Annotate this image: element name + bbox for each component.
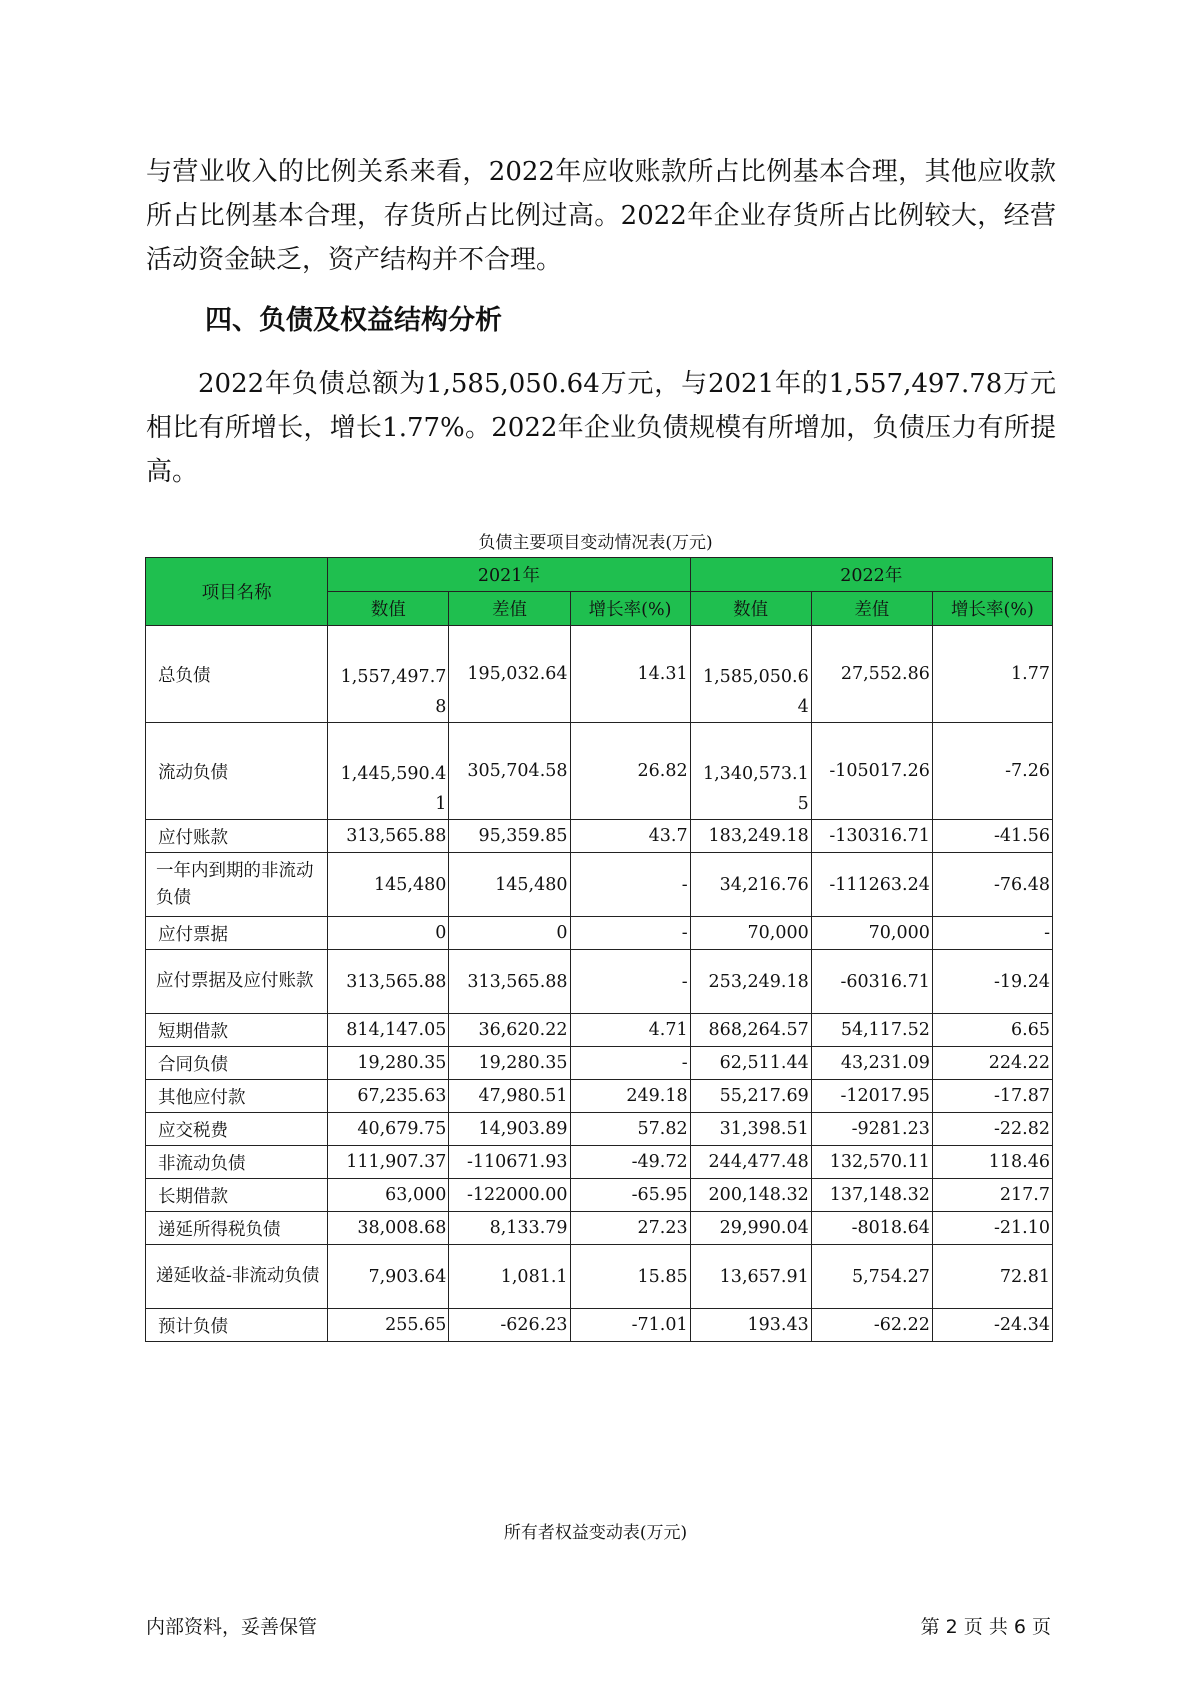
row-item-name: 应付票据及应付账款: [146, 950, 328, 1014]
cell-g21: -65.95: [570, 1179, 690, 1212]
cell-g21: 57.82: [570, 1113, 690, 1146]
cell-d22: -62.22: [811, 1309, 932, 1342]
row-item-name: 递延收益-非流动负债: [146, 1245, 328, 1309]
header-growth-2022: 增长率(%): [932, 592, 1052, 626]
cell-d22: 70,000: [811, 917, 932, 950]
cell-g21: 4.71: [570, 1014, 690, 1047]
table-row: [146, 1113, 1053, 1146]
cell-g22: 72.81: [932, 1245, 1052, 1309]
liabilities-table: [145, 557, 1053, 1342]
table-row: [146, 1146, 1053, 1179]
cell-v21: 19,280.35: [328, 1047, 449, 1080]
cell-g21: -: [570, 1047, 690, 1080]
table-row: [146, 820, 1053, 853]
row-item-name: 非流动负债: [146, 1146, 328, 1179]
cell-d22: -8018.64: [811, 1212, 932, 1245]
cell-d22: -60316.71: [811, 950, 932, 1014]
cell-g21: -: [570, 853, 690, 917]
table-row: [146, 1014, 1053, 1047]
cell-g21: 14.31: [570, 626, 690, 723]
cell-v21: 0: [328, 917, 449, 950]
cell-v21: 7,903.64: [328, 1245, 449, 1309]
row-item-name: 合同负债: [146, 1047, 328, 1080]
cell-v21: 313,565.88: [328, 950, 449, 1014]
cell-d21: 95,359.85: [449, 820, 570, 853]
cell-v21: 1,557,497.78: [328, 626, 449, 723]
cell-d22: -12017.95: [811, 1080, 932, 1113]
row-item-name: 应付票据: [146, 917, 328, 950]
cell-v21: 313,565.88: [328, 820, 449, 853]
cell-v21: 1,445,590.41: [328, 723, 449, 820]
cell-v22: 200,148.32: [690, 1179, 811, 1212]
cell-v21: 38,008.68: [328, 1212, 449, 1245]
footer-page-number: 第 2 页 共 6 页: [920, 1616, 1051, 1638]
cell-d21: 145,480: [449, 853, 570, 917]
footer-confidential-note: 内部资料，妥善保管: [146, 1616, 318, 1638]
cell-v22: 13,657.91: [690, 1245, 811, 1309]
table-row: [146, 1309, 1053, 1342]
table-row: [146, 853, 1053, 917]
cell-d22: -130316.71: [811, 820, 932, 853]
cell-g21: -: [570, 950, 690, 1014]
cell-g22: -22.82: [932, 1113, 1052, 1146]
cell-d21: 14,903.89: [449, 1113, 570, 1146]
cell-g22: -7.26: [932, 723, 1052, 820]
row-item-name: 流动负债: [146, 723, 328, 820]
header-growth-2021: 增长率(%): [570, 592, 690, 626]
cell-g22: -41.56: [932, 820, 1052, 853]
cell-d21: 0: [449, 917, 570, 950]
row-item-name: 总负债: [146, 626, 328, 723]
table-row: [146, 1245, 1053, 1309]
cell-v21: 255.65: [328, 1309, 449, 1342]
cell-d21: 47,980.51: [449, 1080, 570, 1113]
cell-v22: 253,249.18: [690, 950, 811, 1014]
cell-v22: 29,990.04: [690, 1212, 811, 1245]
cell-d21: 305,704.58: [449, 723, 570, 820]
paragraph-liabilities: 2022年负债总额为1,585,050.64万元，与2021年的1,557,497.78万元相比有所增长，增长1.77%。2022年企业负债规模有所增加，负债压力有所提高。: [146, 369, 1056, 487]
cell-v22: 1,340,573.15: [690, 723, 811, 820]
cell-d21: -626.23: [449, 1309, 570, 1342]
cell-g22: 224.22: [932, 1047, 1052, 1080]
liabilities-table-caption: 负债主要项目变动情况表(万元): [478, 533, 713, 553]
cell-g22: -: [932, 917, 1052, 950]
cell-d21: 19,280.35: [449, 1047, 570, 1080]
cell-g22: 1.77: [932, 626, 1052, 723]
header-item-name: 项目名称: [146, 558, 328, 626]
cell-g22: -24.34: [932, 1309, 1052, 1342]
cell-d21: 36,620.22: [449, 1014, 570, 1047]
cell-v22: 244,477.48: [690, 1146, 811, 1179]
header-diff-2021: 差值: [449, 592, 570, 626]
cell-d22: -111263.24: [811, 853, 932, 917]
header-value-2021: 数值: [328, 592, 449, 626]
cell-v22: 868,264.57: [690, 1014, 811, 1047]
cell-d22: -9281.23: [811, 1113, 932, 1146]
cell-d21: 313,565.88: [449, 950, 570, 1014]
cell-g22: -19.24: [932, 950, 1052, 1014]
cell-d22: -105017.26: [811, 723, 932, 820]
cell-g21: -49.72: [570, 1146, 690, 1179]
cell-v21: 67,235.63: [328, 1080, 449, 1113]
equity-table-caption: 所有者权益变动表(万元): [503, 1523, 688, 1543]
header-value-2022: 数值: [690, 592, 811, 626]
row-item-name: 一年内到期的非流动负债: [146, 853, 328, 917]
cell-v21: 145,480: [328, 853, 449, 917]
cell-g22: 118.46: [932, 1146, 1052, 1179]
row-item-name: 长期借款: [146, 1179, 328, 1212]
cell-d22: 54,117.52: [811, 1014, 932, 1047]
cell-v22: 55,217.69: [690, 1080, 811, 1113]
cell-g21: 26.82: [570, 723, 690, 820]
cell-d22: 27,552.86: [811, 626, 932, 723]
cell-v22: 34,216.76: [690, 853, 811, 917]
table-row: [146, 917, 1053, 950]
cell-d21: -110671.93: [449, 1146, 570, 1179]
table-row: [146, 723, 1053, 820]
cell-g21: 15.85: [570, 1245, 690, 1309]
cell-g22: -76.48: [932, 853, 1052, 917]
cell-d21: -122000.00: [449, 1179, 570, 1212]
section-heading: 四、负债及权益结构分析: [205, 305, 502, 336]
cell-d21: 1,081.1: [449, 1245, 570, 1309]
cell-d21: 195,032.64: [449, 626, 570, 723]
liabilities-table-body: [146, 626, 1053, 1342]
cell-v21: 111,907.37: [328, 1146, 449, 1179]
row-item-name: 短期借款: [146, 1014, 328, 1047]
table-row: [146, 626, 1053, 723]
cell-v22: 183,249.18: [690, 820, 811, 853]
cell-g21: 249.18: [570, 1080, 690, 1113]
header-year-2022: 2022年: [690, 558, 1052, 592]
cell-v22: 193.43: [690, 1309, 811, 1342]
cell-d22: 132,570.11: [811, 1146, 932, 1179]
cell-d21: 8,133.79: [449, 1212, 570, 1245]
cell-d22: 5,754.27: [811, 1245, 932, 1309]
cell-g22: 6.65: [932, 1014, 1052, 1047]
cell-v22: 70,000: [690, 917, 811, 950]
table-row: [146, 1179, 1053, 1212]
cell-v22: 31,398.51: [690, 1113, 811, 1146]
paragraph-asset-structure: 与营业收入的比例关系来看，2022年应收账款所占比例基本合理，其他应收款所占比例基本合理，存货所占比例过高。2022年企业存货所占比例较大，经营活动资金缺乏，资产结构并不合理。: [146, 157, 1056, 275]
row-item-name: 其他应付款: [146, 1080, 328, 1113]
cell-g21: 27.23: [570, 1212, 690, 1245]
row-item-name: 应付账款: [146, 820, 328, 853]
row-item-name: 递延所得税负债: [146, 1212, 328, 1245]
cell-d22: 137,148.32: [811, 1179, 932, 1212]
cell-g22: 217.7: [932, 1179, 1052, 1212]
cell-d22: 43,231.09: [811, 1047, 932, 1080]
row-item-name: 应交税费: [146, 1113, 328, 1146]
cell-g21: -: [570, 917, 690, 950]
cell-g22: -21.10: [932, 1212, 1052, 1245]
table-row: [146, 950, 1053, 1014]
cell-v22: 1,585,050.64: [690, 626, 811, 723]
cell-v22: 62,511.44: [690, 1047, 811, 1080]
row-item-name: 预计负债: [146, 1309, 328, 1342]
table-row: [146, 1080, 1053, 1113]
table-row: [146, 1212, 1053, 1245]
header-year-2021: 2021年: [328, 558, 690, 592]
table-row: [146, 1047, 1053, 1080]
cell-v21: 40,679.75: [328, 1113, 449, 1146]
cell-g21: 43.7: [570, 820, 690, 853]
header-diff-2022: 差值: [811, 592, 932, 626]
cell-g22: -17.87: [932, 1080, 1052, 1113]
cell-v21: 814,147.05: [328, 1014, 449, 1047]
cell-g21: -71.01: [570, 1309, 690, 1342]
cell-v21: 63,000: [328, 1179, 449, 1212]
